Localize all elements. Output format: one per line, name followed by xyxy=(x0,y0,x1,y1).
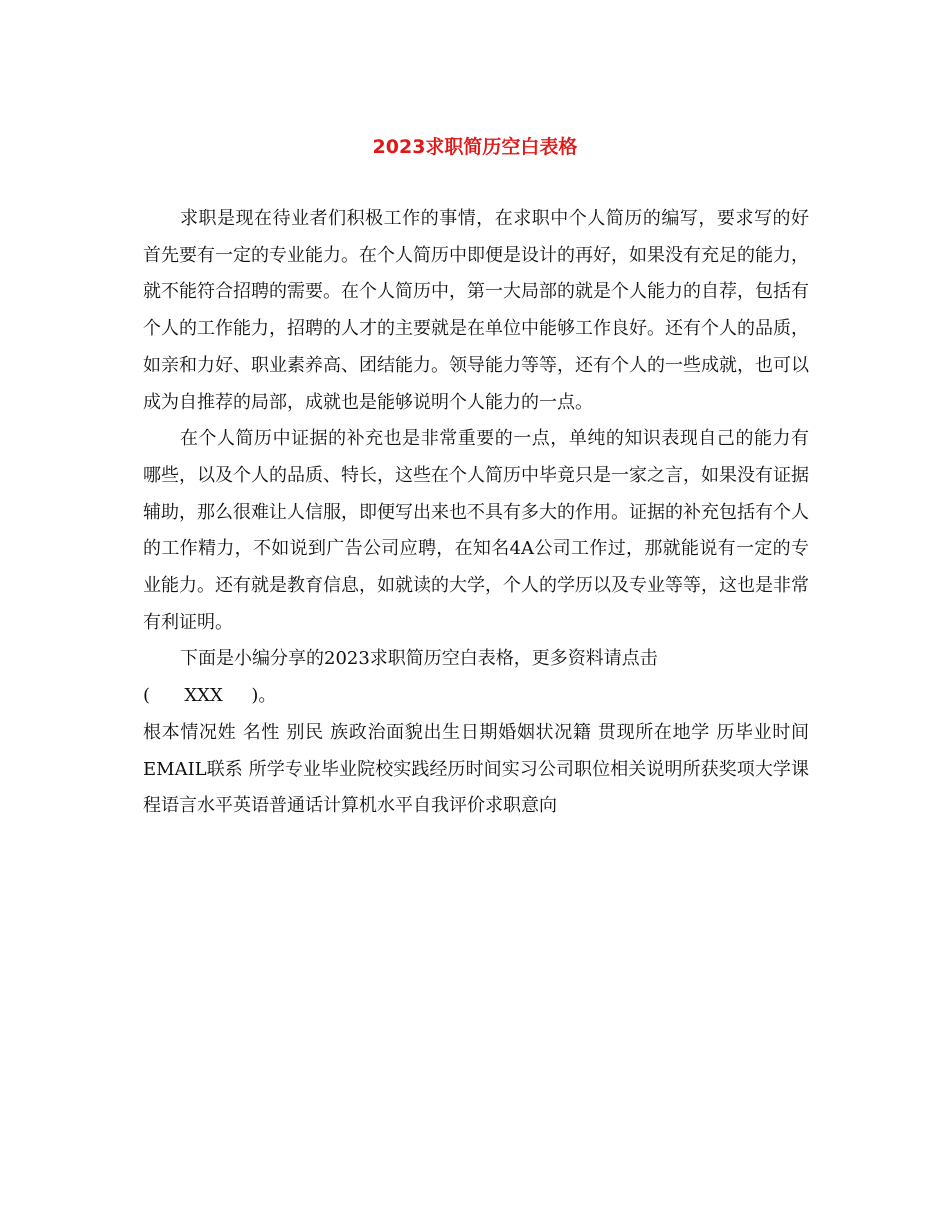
paragraph-share: 下面是小编分享的2023求职简历空白表格，更多资料请点击 xyxy=(180,648,658,670)
reference-link[interactable]: ( XXX )。 xyxy=(143,685,277,707)
document-title: 2023求职简历空白表格 xyxy=(372,136,578,158)
form-field-list: 根本情况姓 名性 别民 族政治面貌出生日期婚姻状况籍 贯现所在地学 历毕业时间 EMAIL联系 所学专业毕业院校实践经历时间实习公司职位相关说明所获奖项大学课程语言水平英语普通话计算机水平自我评价求职意向 xyxy=(143,721,809,817)
paragraph-intro: 求职是现在待业者们积极工作的事情，在求职中个人简历的编写，要求写的好首先要有一定的专业能力。在个人简历中即便是设计的再好，如果没有充足的能力，就不能符合招聘的需要。在个人简历中，第一大局部的就是个人能力的自荐，包括有个人的工作能力，招聘的人才的主要就是在单位中能够工作良好。还有个人的品质，如亲和力好、职业素养高、团结能力。领导能力等等，还有个人的一些成就，也可以成为自推荐的局部，成就也是能够说明个人能力的一点。 xyxy=(143,208,809,413)
paragraph-evidence: 在个人简历中证据的补充也是非常重要的一点，单纯的知识表现自己的能力有哪些，以及个人的品质、特长，这些在个人简历中毕竟只是一家之言，如果没有证据辅助，那么很难让人信服，即便写出来也不具有多大的作用。证据的补充包括有个人的工作精力，不如说到广告公司应聘，在知名4A公司工作过，那就能说有一定的专业能力。还有就是教育信息，如就读的大学，个人的学历以及专业等等，这也是非常有利证明。 xyxy=(143,428,809,633)
document-body xyxy=(143,201,809,825)
